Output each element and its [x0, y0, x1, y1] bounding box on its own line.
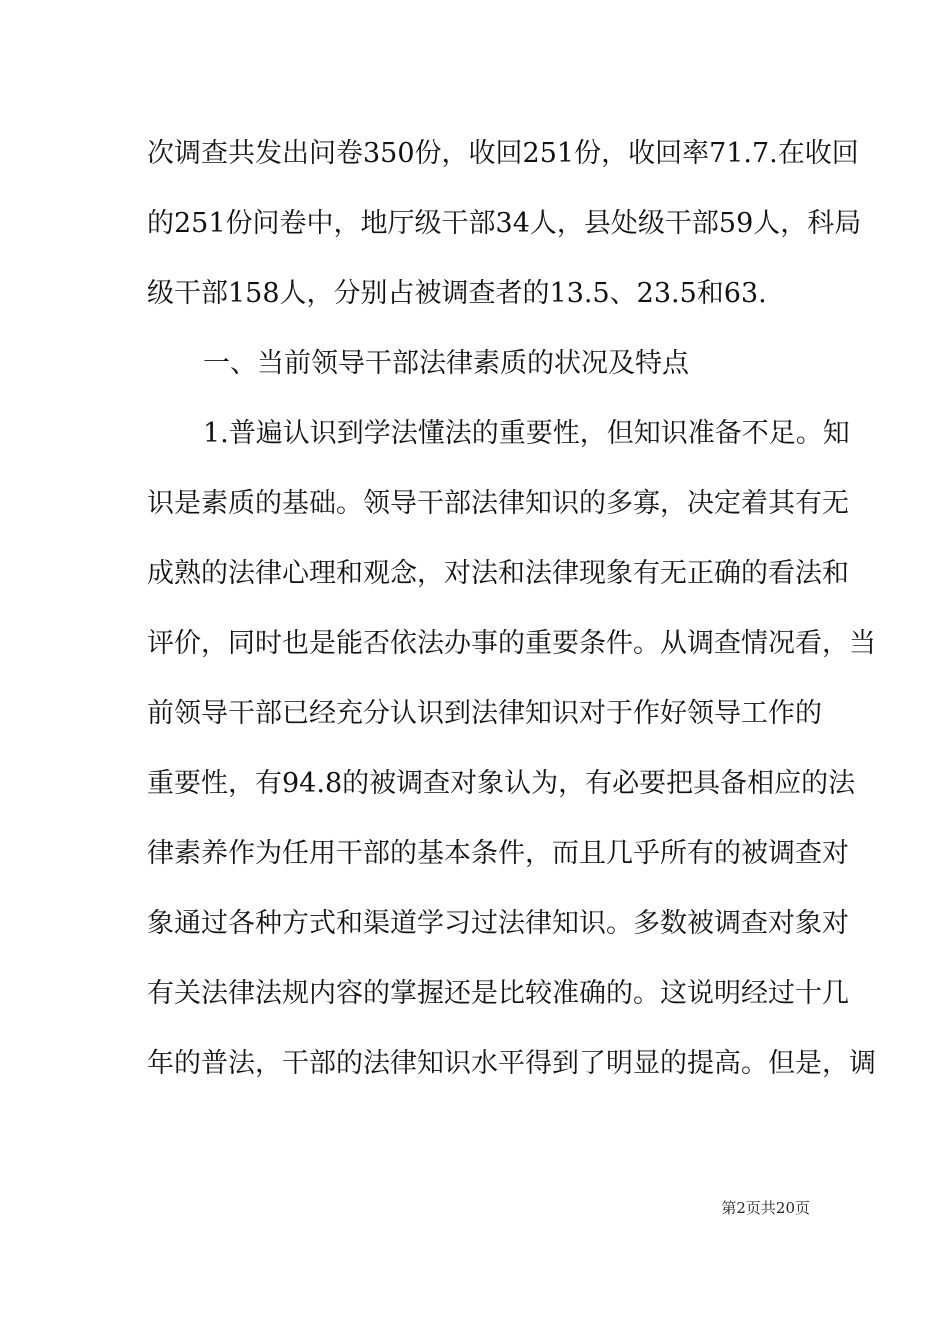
body-line: 次调查共发出问卷350份，收回251份，收回率71.7.在收回 — [147, 138, 859, 169]
paragraph-first-line: 1.普遍认识到学法懂法的重要性，但知识准备不足。知 — [203, 418, 850, 449]
page-number: 第2页共20页 — [721, 1199, 810, 1217]
body-line: 重要性，有94.8的被调查对象认为，有必要把具备相应的法 — [147, 768, 856, 799]
body-line: 成熟的法律心理和观念，对法和法律现象有无正确的看法和 — [147, 558, 849, 589]
body-line: 年的普法，干部的法律知识水平得到了明显的提高。但是，调 — [147, 1048, 876, 1079]
section-heading: 一、当前领导干部法律素质的状况及特点 — [203, 348, 689, 379]
body-line: 的251份问卷中，地厅级干部34人，县处级干部59人，科局 — [147, 208, 862, 239]
body-line: 识是素质的基础。领导干部法律知识的多寡，决定着其有无 — [147, 488, 849, 519]
body-line: 象通过各种方式和渠道学习过法律知识。多数被调查对象对 — [147, 908, 849, 939]
body-line: 级干部158人，分别占被调查者的13.5、23.5和63. — [147, 278, 767, 309]
body-line: 前领导干部已经充分认识到法律知识对于作好领导工作的 — [147, 698, 822, 729]
body-line: 律素养作为任用干部的基本条件，而且几乎所有的被调查对 — [147, 838, 849, 869]
body-line: 有关法律法规内容的掌握还是比较准确的。这说明经过十几 — [147, 978, 849, 1009]
body-line: 评价，同时也是能否依法办事的重要条件。从调查情况看，当 — [147, 628, 876, 659]
